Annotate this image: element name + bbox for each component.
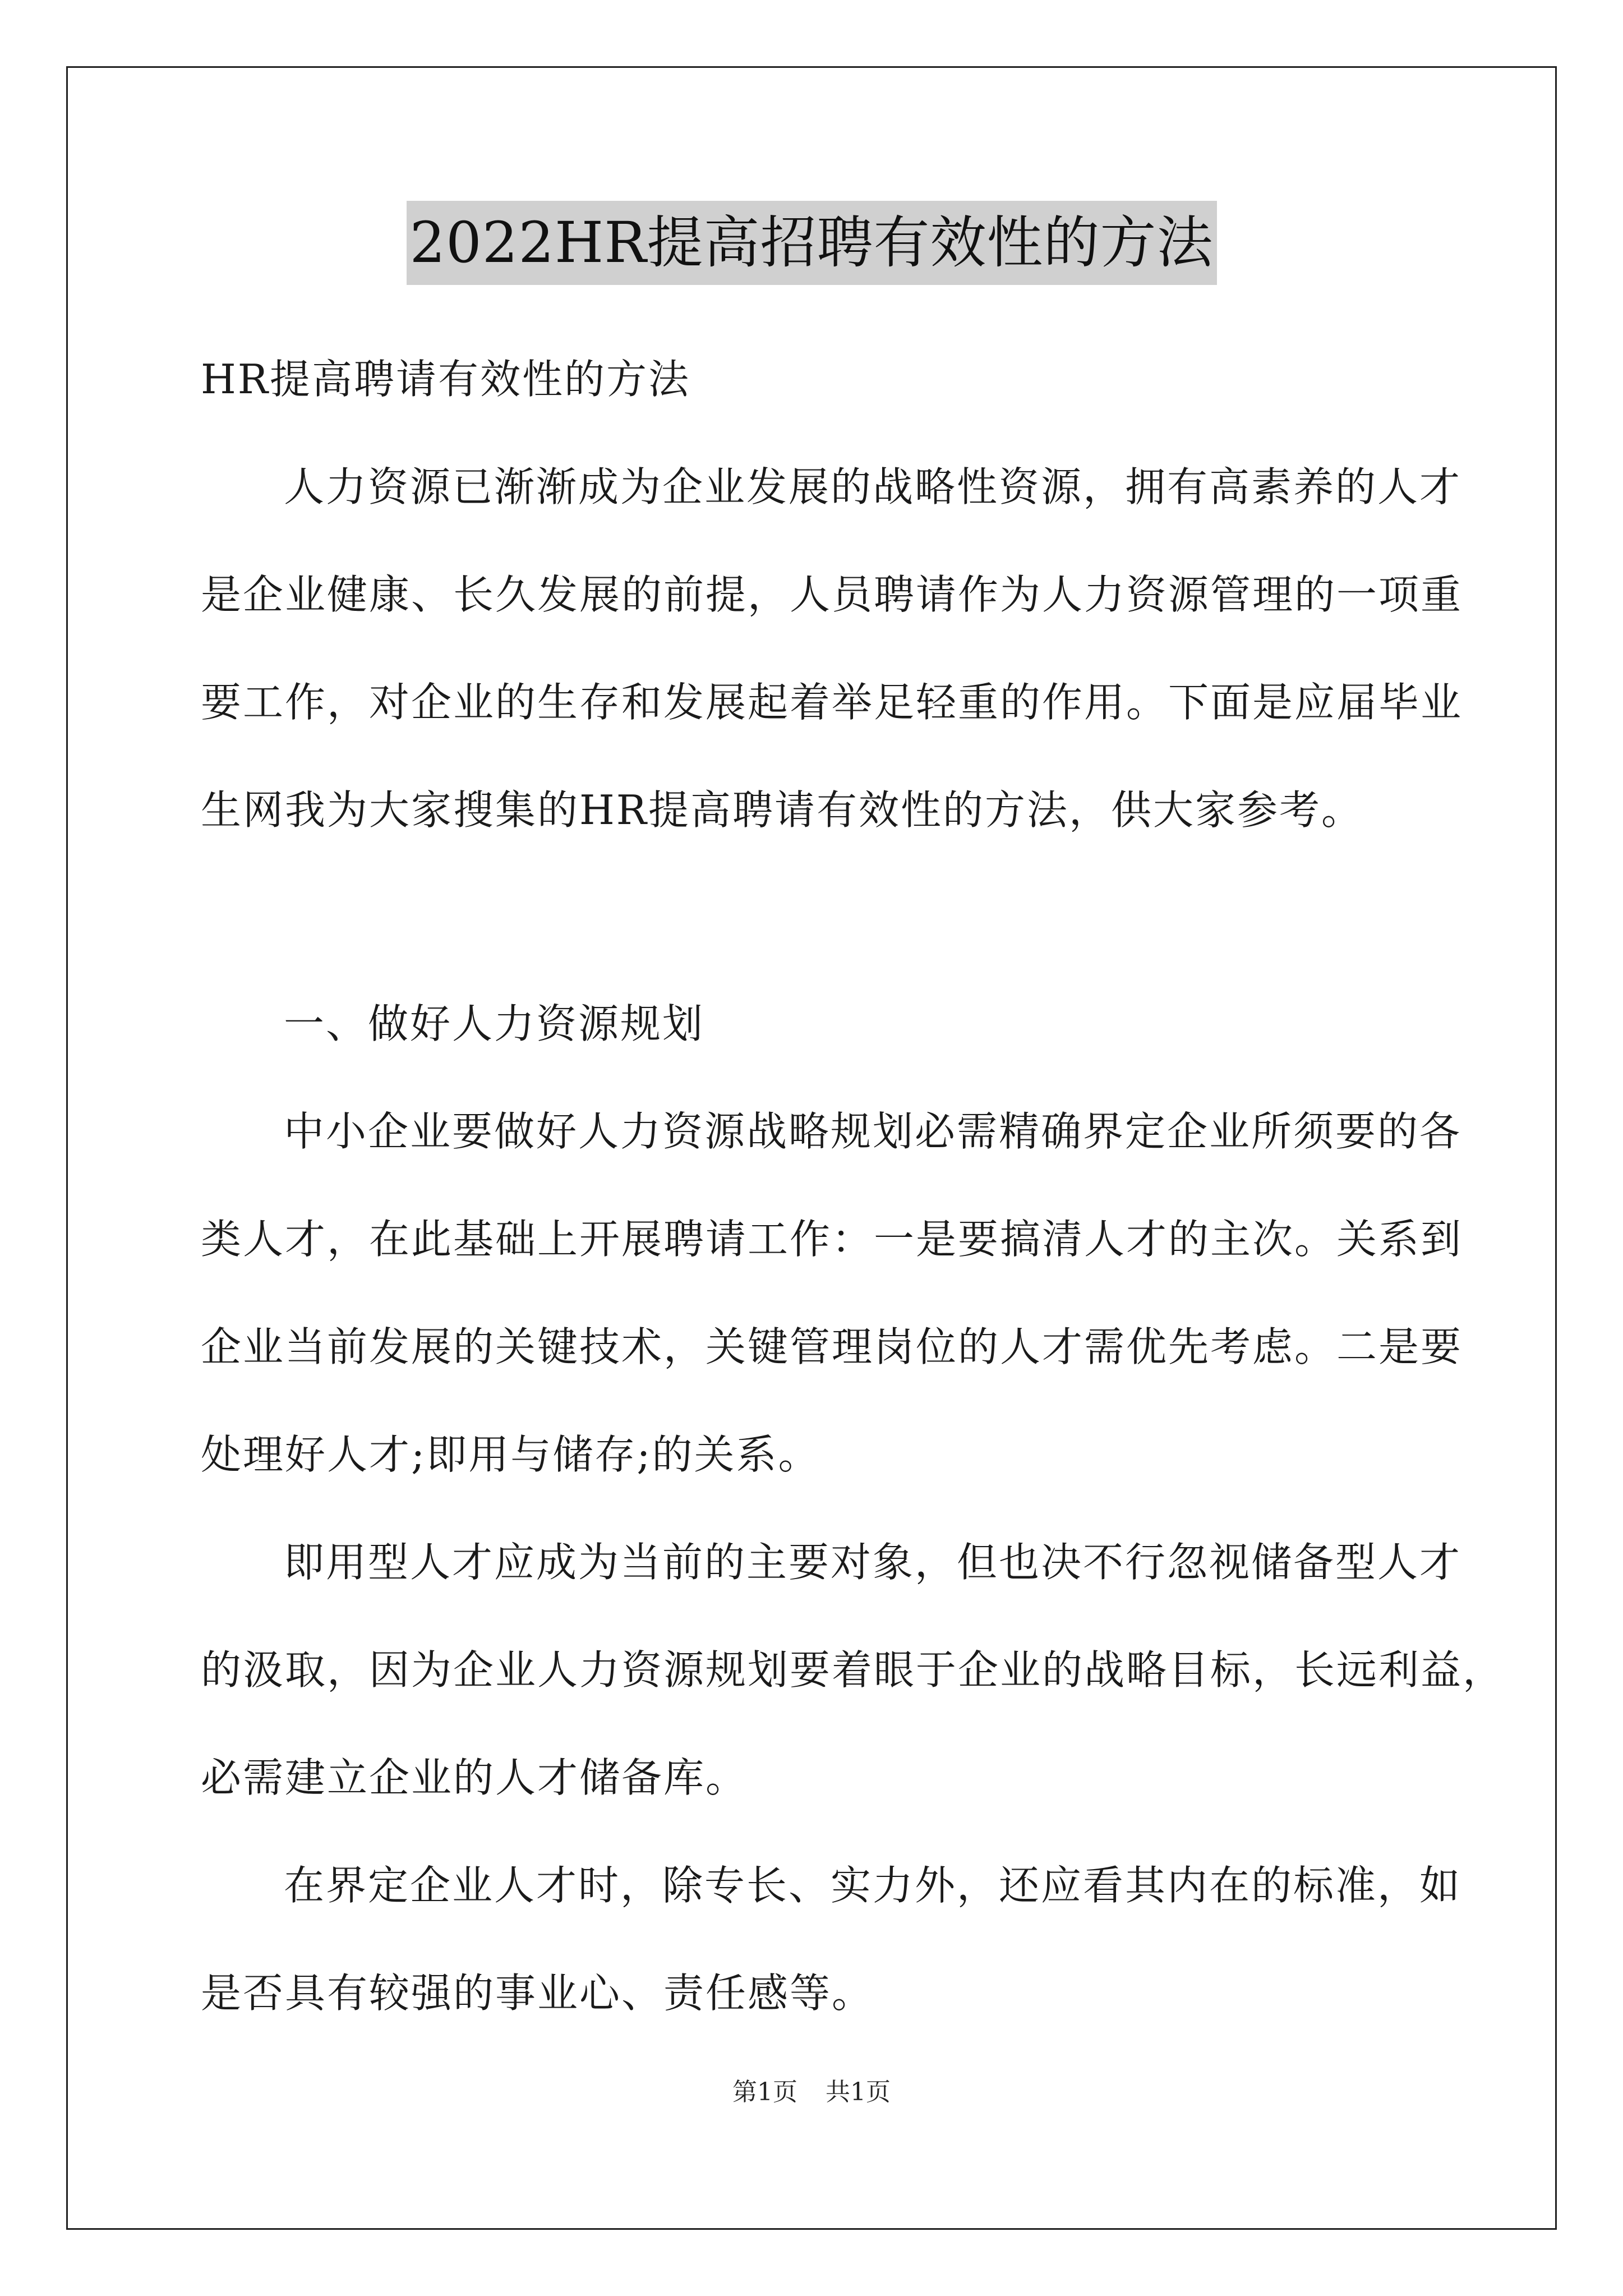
paragraph-line: 企业当前发展的关键技术，关键管理岗位的人才需优先考虑。二是要 [201, 1323, 1463, 1370]
paragraph-line: 生网我为大家搜集的HR提高聘请有效性的方法，供大家参考。 [201, 786, 1364, 834]
paragraph-line: 类人才，在此基础上开展聘请工作：一是要搞清人才的主次。关系到 [201, 1216, 1463, 1263]
paragraph-line: 即用型人才应成为当前的主要对象，但也决不行忽视储备型人才 [284, 1539, 1462, 1586]
paragraph-line: 人力资源已渐渐成为企业发展的战略性资源，拥有高素养的人才 [284, 463, 1462, 510]
paragraph-line: 处理好人才;即用与储存;的关系。 [201, 1431, 820, 1478]
paragraph-line: 在界定企业人才时，除专长、实力外，还应看其内在的标准，如 [284, 1862, 1462, 1909]
paragraph-line: 的汲取，因为企业人力资源规划要着眼于企业的战略目标，长远利益， [201, 1646, 1505, 1694]
paragraph-line: 中小企业要做好人力资源战略规划必需精确界定企业所须要的各 [284, 1108, 1462, 1155]
page-footer [0, 2076, 1623, 2109]
paragraph-line: 必需建立企业的人才储备库。 [201, 1754, 748, 1801]
document-title: 2022HR提高招聘有效性的方法 [407, 201, 1217, 285]
paragraph-line: 是企业健康、长久发展的前提，人员聘请作为人力资源管理的一项重 [201, 571, 1463, 618]
document-subtitle: HR提高聘请有效性的方法 [201, 356, 691, 403]
section-heading: 一、做好人力资源规划 [284, 1000, 705, 1047]
page-total: 共1页 [826, 2078, 891, 2106]
paragraph-line: 要工作，对企业的生存和发展起着举足轻重的作用。下面是应届毕业 [201, 679, 1463, 726]
paragraph-line: 是否具有较强的事业心、责任感等。 [201, 1970, 874, 2017]
page-number: 第1页 [732, 2078, 797, 2106]
title-container [0, 201, 1623, 285]
